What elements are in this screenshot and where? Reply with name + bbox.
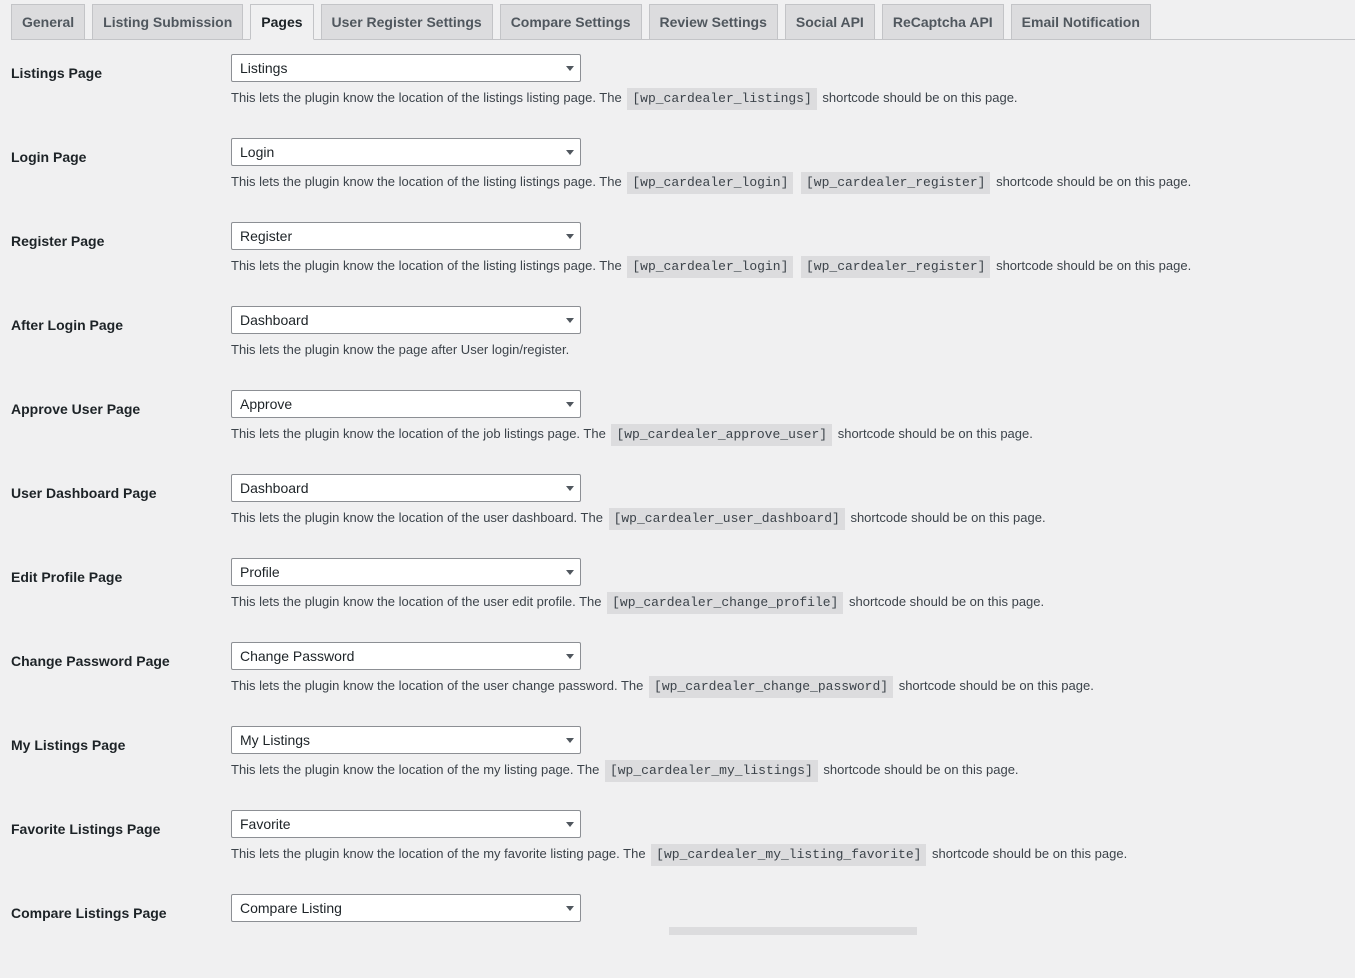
caret-down-icon bbox=[566, 822, 574, 827]
description-text: This lets the plugin know the location of the listing listings page. The bbox=[231, 258, 622, 273]
select-value: Change Password bbox=[240, 648, 355, 664]
select-value: My Listings bbox=[240, 732, 311, 748]
description-text: This lets the plugin know the location of the job listings page. The bbox=[231, 426, 606, 441]
setting-label: User Dashboard Page bbox=[11, 485, 157, 501]
setting-description bbox=[231, 339, 569, 361]
setting-row-favorite-listings-page bbox=[11, 810, 1355, 894]
tab-email-notification[interactable]: Email Notification bbox=[1011, 4, 1151, 39]
caret-down-icon bbox=[566, 66, 574, 71]
shortcode: [wp_cardealer_login] bbox=[627, 256, 793, 278]
setting-label: Change Password Page bbox=[11, 653, 170, 669]
change-password-page-select[interactable] bbox=[231, 642, 581, 670]
setting-row-my-listings-page bbox=[11, 726, 1355, 810]
description-text-after: shortcode should be on this page. bbox=[822, 90, 1018, 105]
caret-down-icon bbox=[566, 654, 574, 659]
cut-off-shortcode bbox=[669, 927, 917, 935]
setting-description bbox=[231, 591, 1044, 614]
setting-label: Listings Page bbox=[11, 65, 103, 81]
shortcode: [wp_cardealer_approve_user] bbox=[611, 424, 832, 446]
listings-page-select[interactable] bbox=[231, 54, 581, 82]
setting-description bbox=[231, 507, 1046, 530]
shortcode: [wp_cardealer_change_profile] bbox=[607, 592, 843, 614]
select-value: Register bbox=[240, 228, 293, 244]
after-login-page-select[interactable] bbox=[231, 306, 581, 334]
setting-row-compare-listings-page bbox=[11, 894, 1355, 978]
caret-down-icon bbox=[566, 486, 574, 491]
setting-label: Edit Profile Page bbox=[11, 569, 123, 585]
description-text: This lets the plugin know the location of the user edit profile. The bbox=[231, 594, 602, 609]
tab-review-settings[interactable]: Review Settings bbox=[649, 4, 778, 39]
tab-general[interactable]: General bbox=[11, 4, 85, 39]
description-text: This lets the plugin know the location of the user dashboard. The bbox=[231, 510, 603, 525]
setting-description bbox=[231, 171, 1191, 194]
select-value: Profile bbox=[240, 564, 280, 580]
setting-description bbox=[231, 759, 1019, 782]
setting-label: My Listings Page bbox=[11, 737, 126, 753]
description-text: This lets the plugin know the page after User login/register. bbox=[231, 342, 570, 357]
select-value: Dashboard bbox=[240, 312, 309, 328]
shortcode: [wp_cardealer_my_listing_favorite] bbox=[651, 844, 926, 866]
tab-user-register-settings[interactable]: User Register Settings bbox=[321, 4, 493, 39]
select-value: Approve bbox=[240, 396, 293, 412]
caret-down-icon bbox=[566, 570, 574, 575]
my-listings-page-select[interactable] bbox=[231, 726, 581, 754]
setting-label: Login Page bbox=[11, 149, 87, 165]
select-value: Compare Listing bbox=[240, 900, 342, 916]
shortcode: [wp_cardealer_register] bbox=[801, 172, 990, 194]
description-text: This lets the plugin know the location of the listing listings page. The bbox=[231, 174, 622, 189]
description-text-after: shortcode should be on this page. bbox=[932, 846, 1128, 861]
setting-label: Compare Listings Page bbox=[11, 905, 167, 921]
setting-label: After Login Page bbox=[11, 317, 124, 333]
settings-tabs bbox=[11, 3, 1355, 40]
register-page-select[interactable] bbox=[231, 222, 581, 250]
setting-description bbox=[231, 675, 1094, 698]
tab-pages[interactable]: Pages bbox=[250, 4, 313, 40]
setting-description bbox=[231, 423, 1033, 446]
edit-profile-page-select[interactable] bbox=[231, 558, 581, 586]
tab-social-api[interactable]: Social API bbox=[785, 4, 875, 39]
caret-down-icon bbox=[566, 402, 574, 407]
description-text: This lets the plugin know the location of the my favorite listing page. The bbox=[231, 846, 646, 861]
description-text-after: shortcode should be on this page. bbox=[848, 594, 1045, 609]
description-text: This lets the plugin know the location of the my listing page. The bbox=[231, 762, 600, 777]
login-page-select[interactable] bbox=[231, 138, 581, 166]
setting-label: Favorite Listings Page bbox=[11, 821, 161, 837]
setting-row-user-dashboard-page bbox=[11, 474, 1355, 558]
setting-row-listings-page bbox=[11, 54, 1355, 138]
shortcode: [wp_cardealer_my_listings] bbox=[605, 760, 818, 782]
user-dashboard-page-select[interactable] bbox=[231, 474, 581, 502]
tab-compare-settings[interactable]: Compare Settings bbox=[500, 4, 642, 39]
tab-recaptcha-api[interactable]: ReCaptcha API bbox=[882, 4, 1004, 39]
shortcode: [wp_cardealer_login] bbox=[627, 172, 793, 194]
setting-row-login-page bbox=[11, 138, 1355, 222]
caret-down-icon bbox=[566, 906, 574, 911]
caret-down-icon bbox=[566, 318, 574, 323]
description-text-after: shortcode should be on this page. bbox=[837, 426, 1033, 441]
pages-settings-form bbox=[11, 54, 1355, 978]
setting-description bbox=[231, 255, 1191, 278]
shortcode: [wp_cardealer_change_password] bbox=[649, 676, 893, 698]
select-value: Login bbox=[240, 144, 275, 160]
caret-down-icon bbox=[566, 738, 574, 743]
description-text-after: shortcode should be on this page. bbox=[898, 678, 1094, 693]
setting-description bbox=[231, 87, 1018, 110]
select-value: Favorite bbox=[240, 816, 291, 832]
shortcode: [wp_cardealer_user_dashboard] bbox=[609, 508, 845, 530]
tab-listing-submission[interactable]: Listing Submission bbox=[92, 4, 243, 39]
description-text-after: shortcode should be on this page. bbox=[996, 174, 1192, 189]
approve-user-page-select[interactable] bbox=[231, 390, 581, 418]
compare-listings-page-select[interactable] bbox=[231, 894, 581, 922]
setting-row-change-password-page bbox=[11, 642, 1355, 726]
setting-description bbox=[231, 843, 1127, 866]
description-text-after: shortcode should be on this page. bbox=[850, 510, 1046, 525]
select-value: Listings bbox=[240, 60, 288, 76]
setting-row-after-login-page bbox=[11, 306, 1355, 390]
setting-row-edit-profile-page bbox=[11, 558, 1355, 642]
select-value: Dashboard bbox=[240, 480, 309, 496]
description-text: This lets the plugin know the location of the user change password. The bbox=[231, 678, 644, 693]
setting-label: Register Page bbox=[11, 233, 105, 249]
setting-row-register-page bbox=[11, 222, 1355, 306]
description-text-after: shortcode should be on this page. bbox=[823, 762, 1019, 777]
description-text: This lets the plugin know the location of the listings listing page. The bbox=[231, 90, 622, 105]
description-text-after: shortcode should be on this page. bbox=[996, 258, 1192, 273]
shortcode: [wp_cardealer_register] bbox=[801, 256, 990, 278]
caret-down-icon bbox=[566, 234, 574, 239]
shortcode: [wp_cardealer_listings] bbox=[627, 88, 816, 110]
setting-label: Approve User Page bbox=[11, 401, 141, 417]
caret-down-icon bbox=[566, 150, 574, 155]
favorite-listings-page-select[interactable] bbox=[231, 810, 581, 838]
setting-row-approve-user-page bbox=[11, 390, 1355, 474]
